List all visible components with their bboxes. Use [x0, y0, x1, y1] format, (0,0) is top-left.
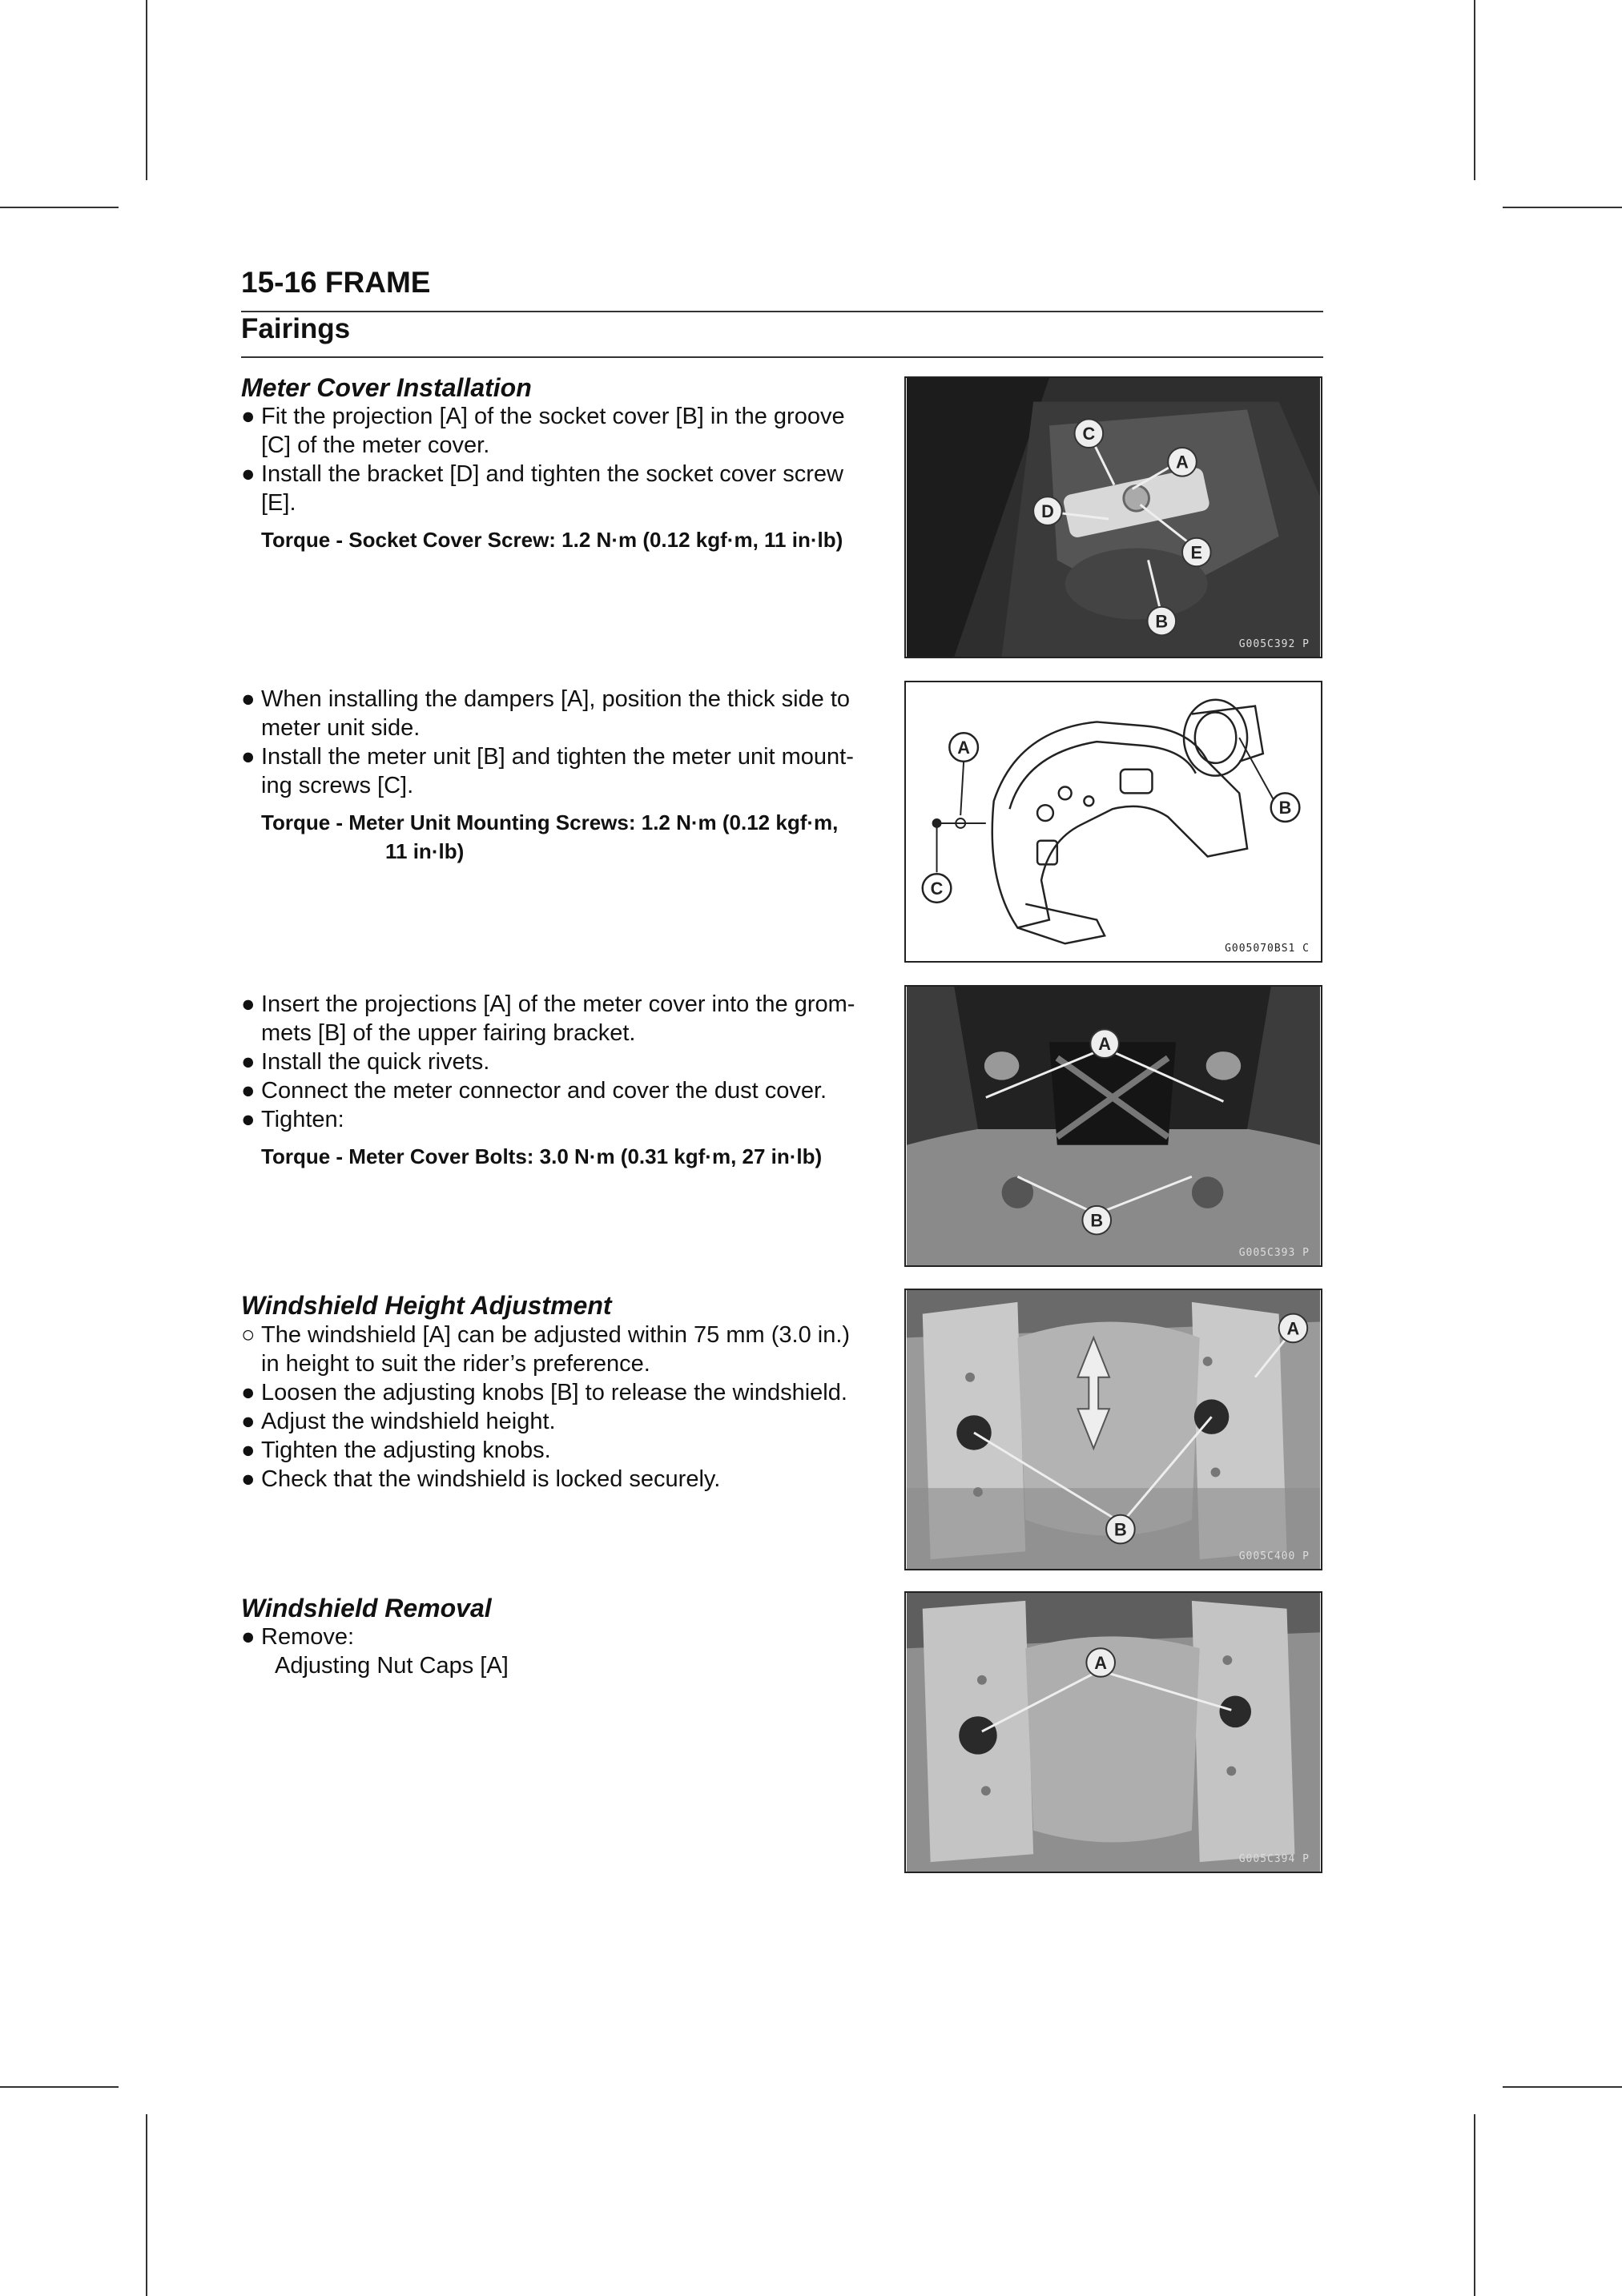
- windshield-removal-title: Windshield Removal: [241, 1594, 492, 1622]
- windshield-height-steps: [241, 1321, 874, 1494]
- step-item: ● Tighten the adjusting knobs.: [241, 1438, 551, 1463]
- figure-code: G005070BS1 C: [1225, 943, 1310, 955]
- meter-unit-line-drawing: [906, 682, 1321, 961]
- figure-label: A: [1098, 1034, 1111, 1055]
- crop-mark: [1474, 0, 1475, 180]
- meter-cover-installation-title: Meter Cover Installation: [241, 373, 532, 402]
- meter-cover-projection-steps: [241, 990, 874, 1171]
- step-item: ● When installing the dampers [A], position the thick side to meter unit side.: [241, 686, 851, 741]
- windshield-height-title: Windshield Height Adjustment: [241, 1291, 612, 1320]
- step-item: ● Install the meter unit [B] and tighten the meter unit mount-ing screws [C].: [241, 744, 854, 798]
- figure-label: A: [1176, 452, 1189, 472]
- meter-cover-bracket-photo: [904, 985, 1322, 1267]
- torque-spec: Torque - Meter Cover Bolts: 3.0 N·m (0.31 kgf·m, 27 in·lb): [261, 1144, 823, 1168]
- crop-mark: [1503, 207, 1622, 208]
- figure-label: A: [1094, 1652, 1108, 1673]
- windshield-adjustment-illustration: [906, 1290, 1321, 1569]
- windshield-removal-photo: [904, 1591, 1322, 1873]
- torque-line: Torque - Meter Unit Mounting Screws: 1.2 N·m (0.12 kgf·m,: [261, 810, 839, 834]
- socket-cover-photo: [904, 376, 1322, 658]
- note-item: ○ The windshield [A] can be adjusted within 75 mm (3.0 in.) in height to suit the rider’s preference.: [241, 1322, 851, 1377]
- step-item: ● Tighten:: [241, 1107, 344, 1132]
- torque-spec: [261, 808, 874, 866]
- crop-mark: [146, 0, 147, 180]
- step-item: ● Fit the projection [A] of the socket cover [B] in the groove [C] of the meter cover.: [241, 404, 845, 458]
- meter-unit-diagram: [904, 681, 1322, 963]
- step-item: ● Connect the meter connector and cover the dust cover.: [241, 1078, 827, 1104]
- page-header: 15-16 FRAME: [241, 266, 431, 299]
- figure-label: A: [1286, 1318, 1300, 1339]
- crop-mark: [1503, 2086, 1622, 2088]
- figure-code: G005C400 P: [1238, 1550, 1310, 1562]
- header-rule: [241, 311, 1323, 312]
- step-item: ● Adjust the windshield height.: [241, 1409, 556, 1434]
- torque-spec: Torque - Socket Cover Screw: 1.2 N·m (0.12 kgf·m, 11 in·lb): [261, 528, 843, 552]
- section-rule: [241, 356, 1323, 358]
- figure-code: G005C393 P: [1238, 1247, 1310, 1259]
- figure-code: G005C392 P: [1238, 638, 1310, 650]
- crop-mark: [1474, 2114, 1475, 2296]
- windshield-removal-steps: [241, 1622, 874, 1680]
- step-item: ● Insert the projections [A] of the meter cover into the grom-mets [B] of the upper fairing bracket.: [241, 991, 855, 1046]
- step-item: ● Remove:: [241, 1624, 355, 1650]
- removal-part: Adjusting Nut Caps [A]: [275, 1653, 509, 1679]
- figure-label: A: [957, 737, 971, 758]
- torque-line: 11 in·lb): [385, 839, 465, 863]
- windshield-removal-illustration: [906, 1593, 1321, 1872]
- figure-code: G005C394 P: [1238, 1853, 1310, 1865]
- meter-cover-bracket-illustration: [906, 987, 1321, 1265]
- crop-mark: [146, 2114, 147, 2296]
- figure-label: B: [1278, 798, 1292, 818]
- figure-label: C: [930, 878, 944, 899]
- crop-mark: [0, 207, 119, 208]
- meter-cover-installation-steps: [241, 402, 874, 554]
- figure-label: C: [1082, 424, 1096, 444]
- figure-label: E: [1190, 542, 1203, 563]
- step-item: ● Loosen the adjusting knobs [B] to release the windshield.: [241, 1380, 847, 1405]
- crop-mark: [0, 2086, 119, 2088]
- figure-label: D: [1041, 501, 1054, 521]
- figure-label: B: [1090, 1210, 1104, 1231]
- step-item: ● Check that the windshield is locked securely.: [241, 1466, 721, 1492]
- figure-label: B: [1155, 611, 1169, 632]
- figure-label: B: [1114, 1519, 1127, 1540]
- dampers-steps: [241, 685, 874, 866]
- socket-cover-illustration: [906, 378, 1321, 657]
- step-item: ● Install the quick rivets.: [241, 1049, 490, 1075]
- section-title: Fairings: [241, 313, 351, 344]
- step-item: ● Install the bracket [D] and tighten the socket cover screw [E].: [241, 461, 843, 516]
- windshield-adjustment-photo: [904, 1289, 1322, 1570]
